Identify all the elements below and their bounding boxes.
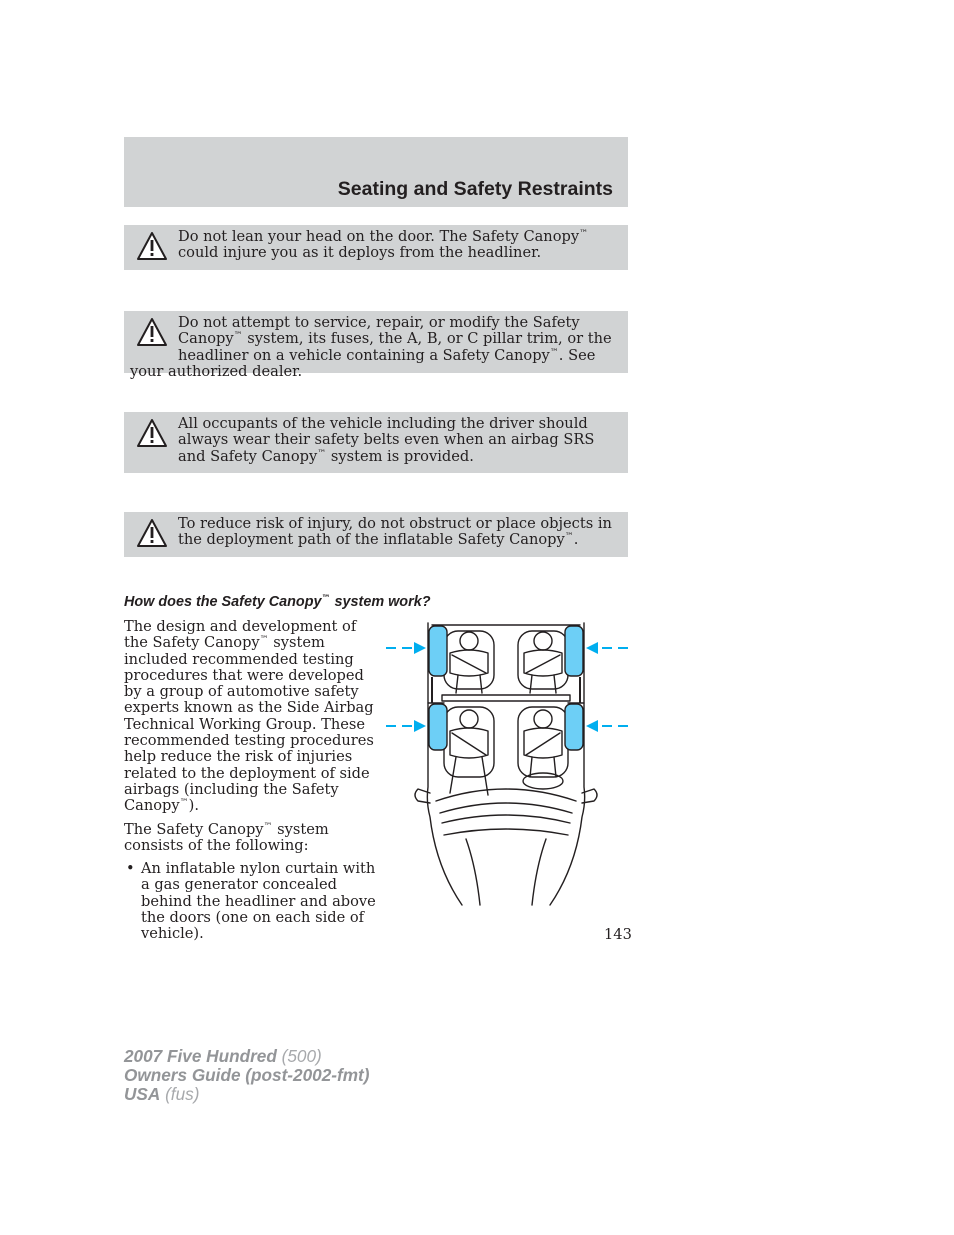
section-header-band (124, 137, 628, 207)
warning-triangle-icon (136, 317, 168, 347)
warning-triangle-icon (136, 518, 168, 548)
footer-line-guide: Owners Guide (post-2002-fmt) (124, 1065, 370, 1085)
warning-text: Do not attempt to service, repair, or modify the Safety Canopy™ system, its fuses, the A, B, or C pillar trim, or the headliner on a vehicle containing a Safety Canopy™. See your authorized dealer. (130, 314, 612, 381)
paragraph-design-development: The design and development of the Safety Canopy™ system included recommended testing procedures that were developed by a group of automotive safety experts known as the Side Airbag Technical Working Group. These recommended testing procedures help reduce the risk of injuries related to the deployment of side airbags (including the Safety Canopy™). (124, 618, 374, 815)
warning-text: Do not lean your head on the door. The Safety Canopy™ could injure you as it deploys from the headliner. (178, 228, 589, 262)
seat-front-left (444, 707, 494, 777)
warning-box-do-not-service (124, 311, 628, 381)
seat-front-right (518, 707, 568, 777)
bullet-icon: • (126, 860, 135, 878)
airbag-curtain-front-left (429, 704, 447, 750)
seat-rear-left (444, 631, 494, 689)
warning-box-wear-belts (124, 412, 628, 473)
vehicle-top-view-diagram (384, 617, 630, 909)
arrow-icon (386, 642, 426, 654)
arrow-icon (586, 720, 628, 732)
warning-text: To reduce risk of injury, do not obstruct or place objects in the deployment path of the inflatable Safety Canopy™. (178, 515, 612, 549)
warning-triangle-icon (136, 231, 168, 261)
seat-rear-right (518, 631, 568, 689)
paragraph-system-consists: The Safety Canopy™ system consists of the following: (124, 820, 329, 854)
deployment-arrows (386, 642, 628, 732)
arrow-icon (386, 720, 426, 732)
page-number: 143 (604, 926, 632, 943)
body-text-column (124, 619, 380, 943)
warning-triangle-icon (136, 418, 168, 448)
list-item: • An inflatable nylon curtain with a gas generator concealed behind the headliner and above the doors (one on each side of vehicle). (126, 860, 376, 943)
footer-line-market: USA (fus) (124, 1084, 200, 1104)
document-footer (124, 1047, 369, 1104)
section-heading: How does the Safety Canopy™ system work? (124, 594, 431, 610)
warning-text: All occupants of the vehicle including the driver should always wear their safety belts even when an airbag SRS and Safety Canopy™ system is provided. (178, 415, 595, 465)
airbag-curtain-front-right (565, 704, 583, 750)
airbag-curtain-rear-right (565, 626, 583, 676)
warning-box-head-on-door (124, 225, 628, 270)
section-title: Seating and Safety Restraints (337, 178, 613, 200)
warning-box-deployment-path (124, 512, 628, 557)
airbag-curtain-rear-left (429, 626, 447, 676)
footer-line-model: 2007 Five Hundred (500) (124, 1046, 322, 1066)
steering-wheel (523, 773, 563, 789)
arrow-icon (586, 642, 628, 654)
